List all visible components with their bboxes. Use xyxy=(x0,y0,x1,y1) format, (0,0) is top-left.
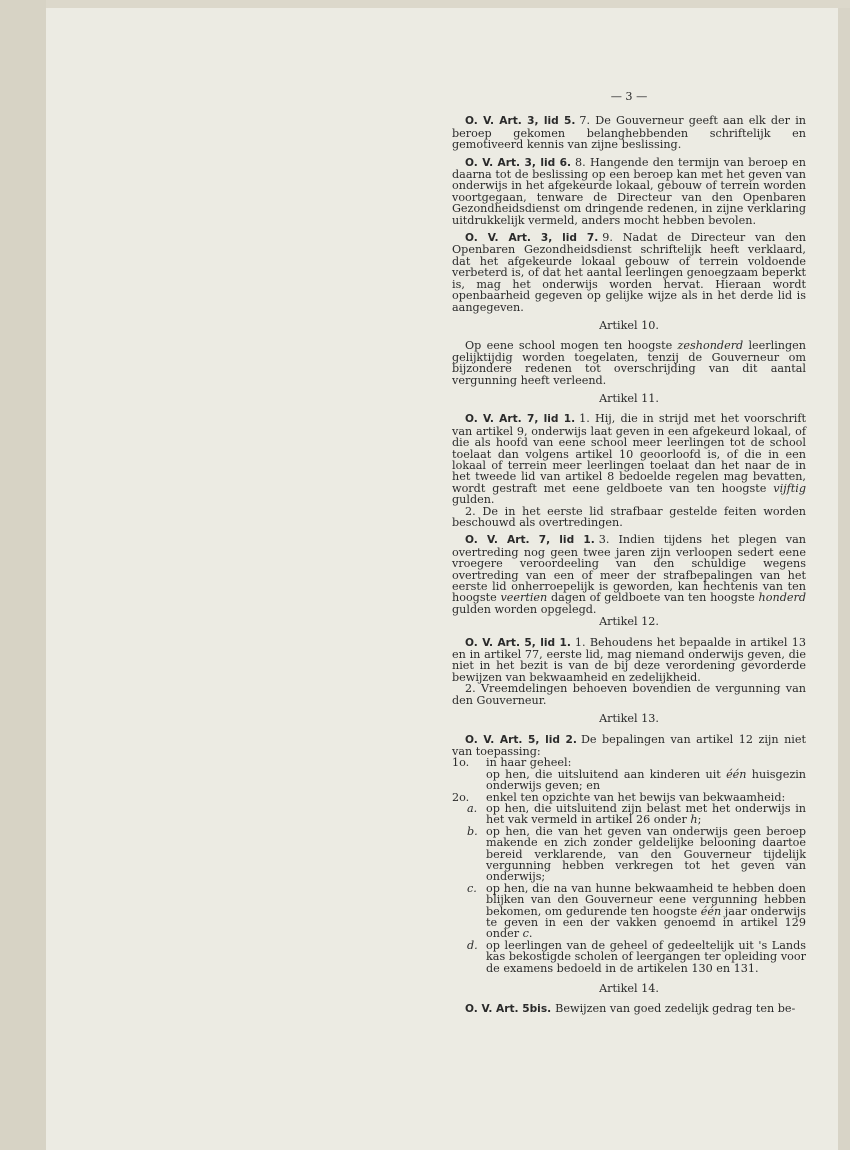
paragraph-text: 1. Hij, die in strijd met het voorschrift van artikel 9, onderwijs laat geven in een afgekeurd lokaal, of die als hoofd van eene school meer leerlingen tot de school toelaat dan volgens artikel 10 geoorloofd is, of die in een lokaal of terrein meer leerlingen toelaat dan het naar de in het tweede lid van artikel 8 bedoelde regelen mag bevatten, wordt gestraft met eene geldboete van ten hoogste xyxy=(452,412,807,495)
paragraph-art11-lid2: 2. De in het eerste lid strafbaar gestelde feiten worden beschouwd als overtredingen. xyxy=(452,504,806,529)
paragraph-art9-lid7 xyxy=(452,115,806,150)
list-subitem xyxy=(452,826,806,883)
emphasis: één xyxy=(700,904,722,918)
emphasis: honderd xyxy=(758,591,806,605)
reference: O. V. Art. 5bis. xyxy=(465,1003,552,1016)
paragraph-text: gulden. xyxy=(452,493,495,507)
list-text: huisgezin onderwijs geven; en xyxy=(486,767,806,793)
list-marker: d. xyxy=(467,938,478,952)
paragraph-art9-lid9 xyxy=(452,232,806,313)
reference: O. V. Art. 7, lid 1. xyxy=(465,413,576,426)
paragraph-text: 8. Hangende den termijn van beroep en daarna tot de beslissing op een beroep kan met het geven van onderwijs in het afgekeurde lokaal, gebouw of terrein worden voortgegaan, tenware de Directeur van den Openbaren Gezondheidsdienst om dringende redenen, in zijne verklaring uitdrukkelijk vermeld, anders mocht hebben bevolen. xyxy=(452,155,806,227)
document-text xyxy=(452,91,806,1022)
article-heading: Artikel 10. xyxy=(599,318,659,332)
paragraph-art12-lid1 xyxy=(452,637,806,684)
list-marker: c. xyxy=(467,881,477,895)
list-text: . xyxy=(528,927,533,941)
reference: O. V. Art. 5, lid 1. xyxy=(465,636,571,649)
emphasis: veertien xyxy=(500,591,548,605)
list-marker: a. xyxy=(467,801,478,815)
list-text: op leerlingen van de geheel of gedeeltelijk uit 's Lands kas bekostigde scholen of leergangen ter opleiding voor de examens bedoeld in de artikelen 130 en 131. xyxy=(486,938,806,975)
paragraph-art13-intro xyxy=(452,734,806,758)
paragraph-text: gulden worden opgelegd. xyxy=(452,602,597,616)
emphasis: c xyxy=(522,927,529,941)
list-subitem xyxy=(452,803,806,826)
reference: O. V. Art. 3, lid 6. xyxy=(465,156,572,169)
paragraph-text: De bepalingen van artikel 12 zijn niet van toepassing: xyxy=(452,732,806,758)
paragraph-text: Bewijzen van goed zedelijk gedrag ten be- xyxy=(555,1002,796,1016)
reference: O. V. Art. 7, lid 1. xyxy=(465,534,595,547)
list-item xyxy=(452,769,806,792)
list-marker: 1o. xyxy=(452,756,470,770)
article-heading: Artikel 14. xyxy=(599,982,659,996)
emphasis: vijftig xyxy=(773,481,806,495)
scan-left-margin xyxy=(0,0,46,1150)
paragraph-art9-lid8 xyxy=(452,157,806,226)
paragraph-text: 1. Behoudens het bepaalde in artikel 13 en in artikel 77, eerste lid, mag niemand onderwijs geven, die niet in het bezit is van de bij deze verordening gevorderde bewijzen van bekwaamheid en zedelijkheid. xyxy=(452,635,806,684)
paragraph-text: dagen of geldboete van ten hoogste xyxy=(547,591,759,605)
scan-right-edge xyxy=(838,8,850,1150)
paragraph-art11-lid3 xyxy=(452,534,806,615)
list-marker: b. xyxy=(467,824,478,838)
paragraph-art11-lid1 xyxy=(452,413,806,505)
paragraph-text: 9. Nadat de Directeur van den Openbaren Gezondheidsdienst schriftelijk heeft verklaard, dat het afgekeurde lokaal gebouw of terrein voldoende verbeterd is, of dat het aantal leerlingen genoegzaam beperkt is, mag het onderwijs worden hervat. Hieraan wordt openbaarheid gegeven op gelijke wijze als in het derde lid is aangegeven. xyxy=(452,231,806,314)
emphasis: zeshonderd xyxy=(677,339,744,353)
paragraph-text: leerlingen gelijktijdig worden toegelaten, tenzij de Gouverneur om bijzondere redenen tot overschrijding van dit aantal vergunning heeft verleend. xyxy=(452,339,806,387)
reference: O. V. Art. 3, lid 7. xyxy=(465,232,599,245)
list-text: op hen, die uitsluitend zijn belast met het onderwijs in het vak vermeld in artikel 26 onder xyxy=(486,801,806,827)
list-subitem xyxy=(452,883,806,940)
list-text: op hen, die uitsluitend aan kinderen uit xyxy=(486,767,727,781)
article-heading: Artikel 13. xyxy=(599,712,659,726)
list-text: ; xyxy=(697,813,702,827)
list-text: op hen, die van het geven van onderwijs geen beroep makende en zich zonder geldelijke belooning daartoe bereid verklarende, van den Gouverneur tijdelijk vergunning hebben verkregen tot het geven van onderwijs; xyxy=(486,824,806,884)
list-text: jaar onderwijs te geven in een der vakken genoemd in artikel 129 onder xyxy=(486,904,806,941)
article-heading: Artikel 11. xyxy=(599,391,659,405)
paragraph-text: Op eene school mogen ten hoogste xyxy=(465,339,678,353)
paragraph-text: 3. Indien tijdens het plegen van overtreding nog geen twee jaren zijn verloopen sedert eene vroegere veroordeeling van den schuldige wegens overtreding van een of meer der strafbepalingen van het eerste lid onherroepelijk is geworden, kan hechtenis van ten hoogste xyxy=(452,533,806,605)
list-subitem xyxy=(452,940,806,974)
list-text: in haar geheel: xyxy=(486,756,572,770)
reference: O. V. Art. 5, lid 2. xyxy=(465,733,577,746)
article-heading: Artikel 12. xyxy=(599,615,659,629)
list-text: enkel ten opzichte van het bewijs van bekwaamheid: xyxy=(486,790,786,804)
emphasis: h xyxy=(690,813,698,827)
emphasis: één xyxy=(726,767,747,781)
reference: O. V. Art. 3, lid 5. xyxy=(465,115,576,128)
list-marker: 2o. xyxy=(452,790,470,804)
paragraph-art10 xyxy=(452,340,806,386)
paragraph-text: 7. De Gouverneur geeft aan elk der in beroep gekomen belanghebbenden schriftelijk en gemotiveerd kennis van zijne beslissing. xyxy=(452,114,806,152)
paragraph-art14 xyxy=(452,1003,806,1015)
scan-top-edge xyxy=(46,0,850,8)
page-number: — 3 — xyxy=(610,90,648,103)
paragraph-art12-lid2: 2. Vreemdelingen behoeven bovendien de vergunning van den Gouverneur. xyxy=(452,682,806,707)
list-text: op hen, die na van hunne bekwaamheid te hebben doen blijken van den Gouverneur eene vergunning hebben bekomen, om gedurende ten hoogste xyxy=(486,881,806,918)
